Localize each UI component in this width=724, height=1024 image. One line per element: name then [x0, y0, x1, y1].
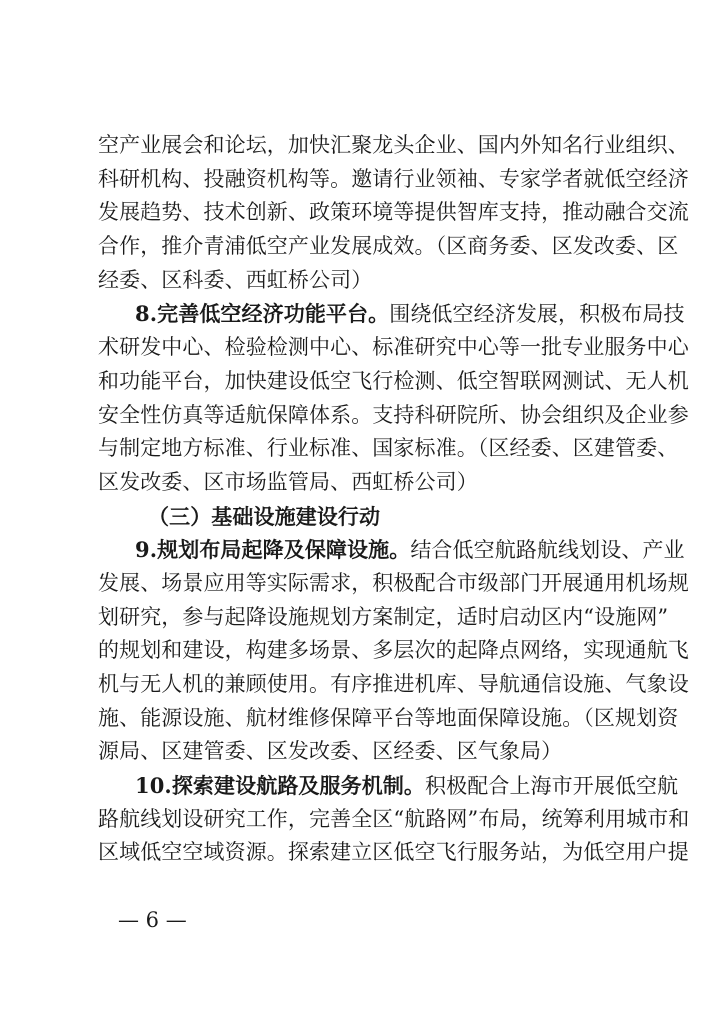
text-line: 安全性仿真等适航保障体系。支持科研院所、协会组织及企业参 — [98, 402, 689, 427]
text-line: 发展趋势、技术创新、政策环境等提供智库支持，推动融合交流 — [98, 200, 689, 225]
item-8-title: 8.完善低空经济功能平台。 — [135, 301, 390, 327]
text-line: 空产业展会和论坛，加快汇聚龙头企业、国内外知名行业组织、 — [98, 133, 689, 157]
text-line: 区域低空空域资源。探索建立区低空飞行服务站，为低空用户提 — [98, 840, 689, 865]
text-line: 术研发中心、检验检测中心、标准研究中心等一批专业服务中心 — [98, 335, 689, 360]
text-line: 划研究，参与起降设施规划方案制定，适时启动区内“设施网” — [98, 604, 669, 629]
text-line: 路航线划设研究工作，完善全区“航路网”布局，统筹利用城市和 — [98, 806, 690, 831]
item-10-title: 10.探索建设航路及服务机制。 — [135, 773, 426, 799]
text-line: 合作，推介青浦低空产业发展成效。（区商务委、区发改委、区 — [98, 234, 679, 259]
text-line: 施、能源设施、航材维修保障平台等地面保障设施。（区规划资 — [98, 705, 679, 730]
text-line: 发展、场景应用等实际需求，积极配合市级部门开展通用机场规 — [98, 570, 689, 595]
document-body — [98, 129, 690, 870]
paragraph-8-first-line — [98, 297, 685, 331]
item-9-text: 结合低空航路航线划设、产业 — [410, 538, 685, 563]
text-line: 的规划和建设，构建多场景、多层次的起降点网络，实现通航飞 — [98, 638, 689, 663]
paragraph-10-first-line — [98, 769, 679, 803]
text-line: 经委、区科委、西虹桥公司） — [98, 267, 373, 292]
text-line: 区发改委、区市场监管局、西虹桥公司） — [98, 469, 478, 494]
item-8-text: 围绕低空经济发展，积极布局技 — [389, 302, 685, 327]
item-10-text: 积极配合上海市开展低空航 — [425, 774, 679, 799]
text-line: 与制定地方标准、行业标准、国家标准。（区经委、区建管委、 — [98, 436, 679, 461]
page-number: — 6 — — [118, 908, 187, 932]
text-line: 机与无人机的兼顾使用。有序推进机库、导航通信设施、气象设 — [98, 672, 689, 696]
text-line: 和功能平台，加快建设低空飞行检测、低空智联网测试、无人机 — [98, 368, 689, 393]
text-line: 源局、区建管委、区发改委、区经委、区气象局） — [98, 739, 563, 764]
text-line: 科研机构、投融资机构等。邀请行业领袖、专家学者就低空经济 — [98, 166, 689, 191]
section-heading: （三）基础设施建设行动 — [148, 503, 381, 529]
item-9-title: 9.规划布局起降及保障设施。 — [135, 537, 411, 563]
paragraph-9-first-line — [98, 533, 685, 567]
